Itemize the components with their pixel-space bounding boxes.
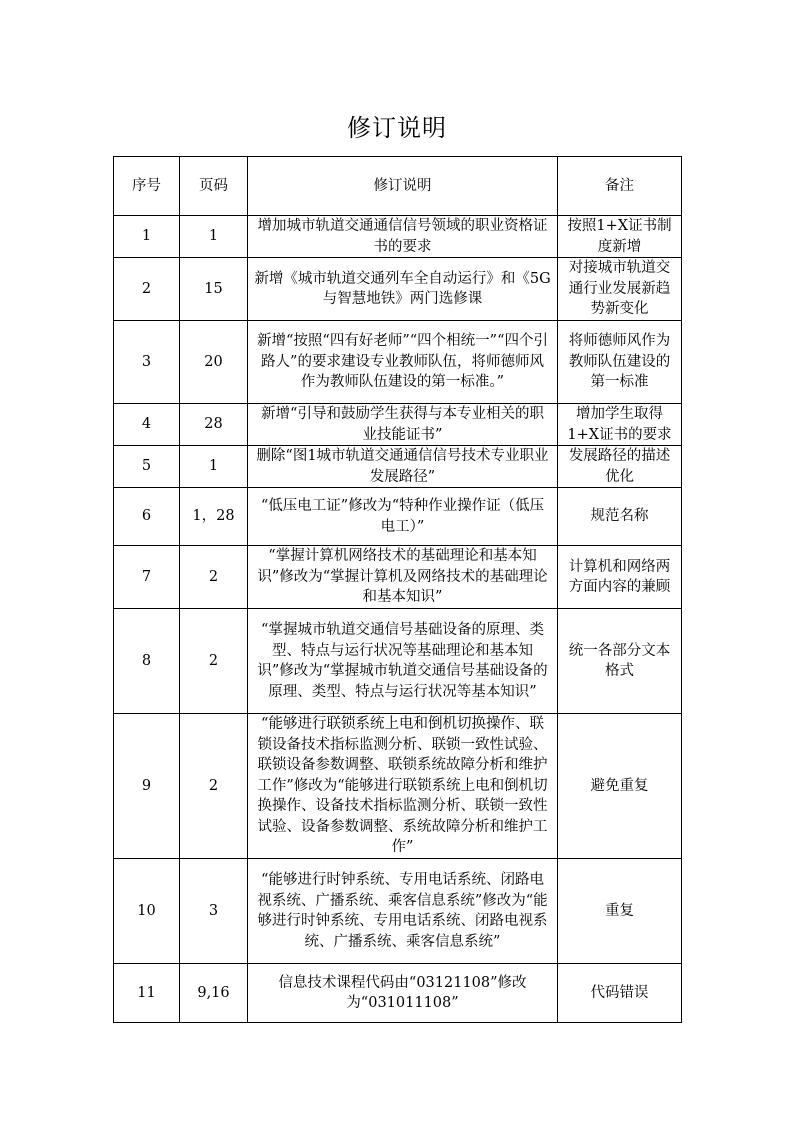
header-note: 备注 <box>558 157 682 216</box>
row-no: 9 <box>114 714 180 859</box>
row-no: 10 <box>114 859 180 964</box>
row-note: 代码错误 <box>558 964 682 1023</box>
table-row <box>114 546 682 609</box>
row-description: “能够进行时钟系统、专用电话系统、闭路电视系统、广播系统、乘客信息系统”修改为“能够进行时钟系统、专用电话系统、闭路电视系统、广播系统、乘客信息系统” <box>248 859 558 964</box>
row-page: 2 <box>180 714 248 859</box>
row-no: 8 <box>114 609 180 714</box>
row-page: 15 <box>180 258 248 321</box>
row-no: 11 <box>114 964 180 1023</box>
row-note: 统一各部分文本格式 <box>558 609 682 714</box>
row-no: 6 <box>114 488 180 546</box>
row-no: 5 <box>114 446 180 488</box>
row-page: 28 <box>180 404 248 446</box>
row-description: 删除“图1城市轨道交通通信信号技术专业职业发展路径” <box>248 446 558 488</box>
table-row <box>114 714 682 859</box>
row-note: 重复 <box>558 859 682 964</box>
table-row <box>114 446 682 488</box>
row-note: 计算机和网络两方面内容的兼顾 <box>558 546 682 609</box>
header-no: 序号 <box>114 157 180 216</box>
table-row <box>114 859 682 964</box>
row-page: 1 <box>180 446 248 488</box>
table-row <box>114 404 682 446</box>
row-note: 发展路径的描述优化 <box>558 446 682 488</box>
row-no: 7 <box>114 546 180 609</box>
row-page: 20 <box>180 321 248 404</box>
row-no: 2 <box>114 258 180 321</box>
header-description: 修订说明 <box>248 157 558 216</box>
row-description: 新增“按照“四有好老师”“四个相统一”“四个引路人”的要求建设专业教师队伍，将师德师风作为教师队伍建设的第一标准。” <box>248 321 558 404</box>
row-description: 增加城市轨道交通通信信号领域的职业资格证书的要求 <box>248 216 558 258</box>
document-title: 修订说明 <box>347 114 447 142</box>
row-description: 信息技术课程代码由“03121108”修改为“031011108” <box>248 964 558 1023</box>
table-row <box>114 488 682 546</box>
row-no: 3 <box>114 321 180 404</box>
row-page: 1，28 <box>180 488 248 546</box>
table-row <box>114 321 682 404</box>
row-note: 按照1+X证书制度新增 <box>558 216 682 258</box>
row-description: 新增“引导和鼓励学生获得与本专业相关的职业技能证书” <box>248 404 558 446</box>
row-note: 规范名称 <box>558 488 682 546</box>
table-row <box>114 258 682 321</box>
row-page: 3 <box>180 859 248 964</box>
table-row <box>114 964 682 1023</box>
row-no: 1 <box>114 216 180 258</box>
row-note: 增加学生取得1+X证书的要求 <box>558 404 682 446</box>
header-page: 页码 <box>180 157 248 216</box>
row-no: 4 <box>114 404 180 446</box>
table-row <box>114 216 682 258</box>
table-header-row <box>114 157 682 216</box>
row-description: “掌握计算机网络技术的基础理论和基本知识”修改为“掌握计算机及网络技术的基础理论和基本知识” <box>248 546 558 609</box>
row-description: 新增《城市轨道交通列车全自动运行》和《5G与智慧地铁》两门选修课 <box>248 258 558 321</box>
row-page: 1 <box>180 216 248 258</box>
row-note: 将师德师风作为教师队伍建设的第一标准 <box>558 321 682 404</box>
row-page: 2 <box>180 609 248 714</box>
row-description: “能够进行联锁系统上电和倒机切换操作、联锁设备技术指标监测分析、联锁一致性试验、联锁设备参数调整、联锁系统故障分析和维护工作”修改为“能够进行联锁系统上电和倒机切换操作、设备技术指标监测分析、联锁一致性试验、设备参数调整、系统故障分析和维护工作” <box>248 714 558 859</box>
row-page: 2 <box>180 546 248 609</box>
row-description: “低压电工证”修改为“特种作业操作证（低压电工）” <box>248 488 558 546</box>
revision-table <box>113 156 682 1023</box>
row-note: 避免重复 <box>558 714 682 859</box>
row-page: 9,16 <box>180 964 248 1023</box>
row-note: 对接城市轨道交通行业发展新趋势新变化 <box>558 258 682 321</box>
table-row <box>114 609 682 714</box>
row-description: “掌握城市轨道交通信号基础设备的原理、类型、特点与运行状况等基础理论和基本知识”修改为“掌握城市轨道交通信号基础设备的原理、类型、特点与运行状况等基本知识” <box>248 609 558 714</box>
